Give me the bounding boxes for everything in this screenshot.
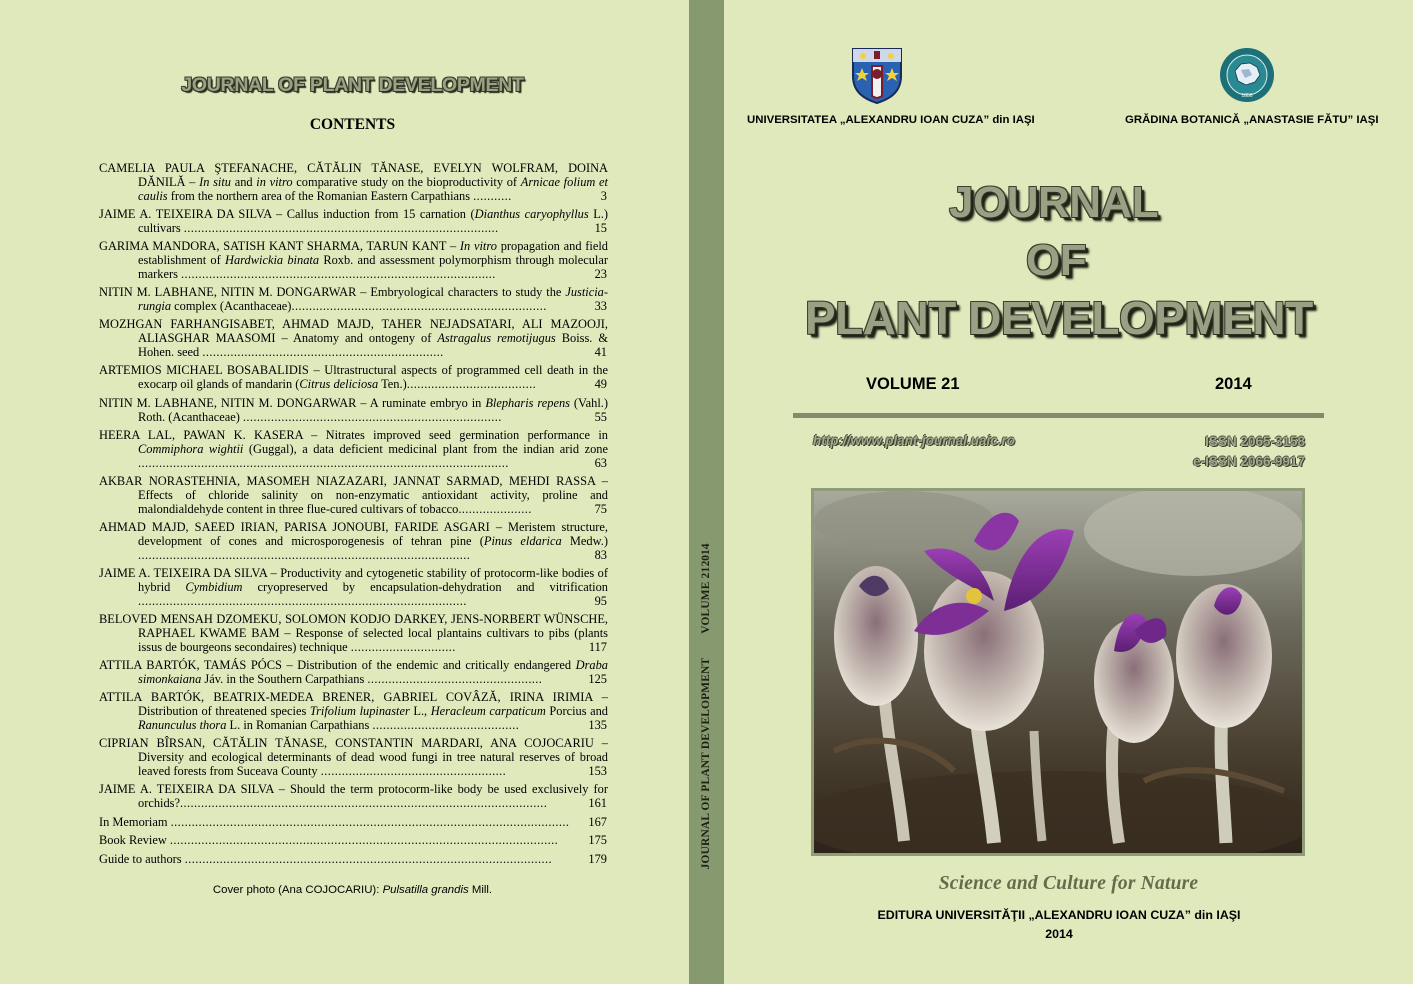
back-cover-journal-title: JOURNAL OF PLANT DEVELOPMENT [181, 74, 524, 96]
back-cover [0, 0, 689, 984]
toc-entry-page: 175 [588, 833, 607, 847]
publisher-year: 2014 [1045, 927, 1073, 941]
toc-entry-page: 33 [594, 299, 607, 314]
toc-entry [99, 285, 607, 313]
publisher-name: EDITURA UNIVERSITĂŢII „ALEXANDRU IOAN CUZA” din IAŞI [877, 908, 1241, 922]
pasque-flower-photo-image [814, 491, 1302, 853]
toc-entry-text: Guide to authors ......................................................................................................... [99, 851, 552, 866]
toc-entry-text: Book Review ............................................................................................................... [99, 833, 559, 847]
toc-entry [99, 396, 607, 424]
toc-entry-text: ATTILA BARTÓK, TAMÁS PÓCS – Distribution of the endemic and critically endangered Draba simonkaiana Jáv. in the Southern Carpathians .................................................. [99, 658, 608, 687]
cover-photo-suffix: Mill. [468, 884, 493, 896]
toc-entry-page: 117 [588, 640, 607, 655]
toc-entry [99, 317, 607, 359]
spine [689, 0, 724, 984]
toc-entry [99, 520, 607, 562]
toc-entry-page: 153 [588, 764, 607, 779]
toc-entry-text: GARIMA MANDORA, SATISH KANT SHARMA, TARUN KANT – In vitro propagation and field establishment of Hardwickia binata Roxb. and assessment polymorphism through molecular markers .......................................................................................... [99, 239, 608, 282]
toc-entry-text: JAIME A. TEIXEIRA DA SILVA – Should the term protocorm-like body be used exclusively for orchids?......................................................................................................... [99, 782, 608, 811]
volume-year: 2014 [1215, 375, 1252, 393]
e-issn: e-ISSN 2066-9917 [1193, 454, 1305, 469]
toc-entry [99, 612, 607, 654]
spine-volume: VOLUME 21 [700, 566, 712, 634]
toc-entry [99, 815, 607, 829]
toc-entry-text: JAIME A. TEIXEIRA DA SILVA – Callus induction from 15 carnation (Dianthus caryophyllus L.) cultivars .......................................................................................... [99, 207, 608, 236]
toc-entry [99, 833, 607, 847]
toc-entry-text: AKBAR NORASTEHNIA, MASOMEH NIAZAZARI, JANNAT SARMAD, MEHDI RASSA – Effects of chloride salinity on non-enzymatic antioxidant activity, proline and malondialdehyde content in three flue-cured cultivars of tobacco..................... [99, 473, 608, 516]
spine-year: 2014 [700, 543, 712, 567]
university-coat-of-arms-icon [850, 46, 904, 104]
journal-tagline: Science and Culture for Nature [938, 873, 1199, 894]
journal-url: http://www.plant-journal.uaic.ro [813, 433, 1015, 448]
toc-entry-text: ATTILA BARTÓK, BEATRIX-MEDEA BRENER, GABRIEL COVÂZĂ, IRINA IRIMIA – Distribution of threatened species Trifolium lupinaster L., Heracleum carpaticum Porcius and Ranunculus thora L. in Romanian Carpathians .......................................... [99, 690, 608, 733]
front-cover [724, 0, 1413, 984]
toc-entry-page: 167 [588, 814, 607, 829]
toc-entry [99, 207, 607, 235]
toc-entry [99, 161, 607, 203]
botanical-garden-seal-icon [1219, 47, 1275, 103]
divider-rule [793, 413, 1324, 418]
title-line-plant-development: PLANT DEVELOPMENT [805, 292, 1313, 344]
toc-entry [99, 690, 607, 732]
toc-entry-page: 83 [594, 547, 607, 562]
toc-entry-page: 23 [594, 267, 607, 282]
toc-entry [99, 782, 607, 810]
toc-entry-page: 49 [594, 377, 607, 392]
toc-entry-text: HEERA LAL, PAWAN K. KASERA – Nitrates improved seed germination performance in Commiphora wightii (Guggal), a data deficient medicinal plant from the indian arid zone .......................................................................................................... [99, 427, 608, 470]
toc-entry [99, 428, 607, 470]
toc-entry-page: 95 [594, 593, 607, 608]
toc-entry-page: 15 [594, 221, 607, 236]
toc-entry [99, 239, 607, 281]
toc-entry-text: NITIN M. LABHANE, NITIN M. DONGARWAR – Embryological characters to study the Justicia-rungia complex (Acanthaceae)......................................................................... [99, 285, 608, 314]
toc-entry-text: BELOVED MENSAH DZOMEKU, SOLOMON KODJO DARKEY, JENS-NORBERT WÜNSCHE, RAPHAEL KWAME BAM – Response of selected local plantains cultivars to pibs (plants issus de bourgeons secondaires) technique .............................. [99, 612, 608, 655]
toc-entry-page: 125 [588, 672, 607, 687]
spine-text [700, 543, 712, 870]
toc-entry-page: 63 [594, 455, 607, 470]
toc-entry-text: CAMELIA PAULA ŞTEFANACHE, CĂTĂLIN TĂNASE, EVELYN WOLFRAM, DOINA DĂNILĂ – In situ and in vitro comparative study on the bioproductivity of Arnicae folium et caulis from the northern area of the Romanian Eastern Carpathians ........... [99, 161, 608, 203]
toc-entry-page: 41 [594, 345, 607, 360]
toc-entry-page: 179 [588, 851, 607, 866]
toc-entry-text: JAIME A. TEIXEIRA DA SILVA – Productivity and cytogenetic stability of protocorm-like bodies of hybrid Cymbidium cryopreserved by encapsulation-dehydration and vitrification .............................................................................................. [99, 565, 608, 608]
university-label: UNIVERSITATEA „ALEXANDRU IOAN CUZA” din IAŞI [747, 114, 1035, 126]
title-line-journal: JOURNAL [949, 178, 1159, 227]
cover-photo [811, 488, 1305, 856]
toc-entry [99, 658, 607, 686]
toc-entry [99, 566, 607, 608]
volume-label: VOLUME 21 [866, 375, 960, 393]
toc-entry-page: 161 [588, 796, 607, 811]
toc-entry-text: AHMAD MAJD, SAEED IRIAN, PARISA JONOUBI, FARIDE ASGARI – Meristem structure, development of cones and microsporogenesis of tehran pine (Pinus eldarica Medw.) ............................................................................................... [99, 519, 608, 562]
toc-entry-page: 75 [594, 501, 607, 516]
issn: ISSN 2065-3158 [1205, 434, 1305, 449]
toc-entry-text: ARTEMIOS MICHAEL BOSABALIDIS – Ultrastructural aspects of programmed cell death in the exocarp oil glands of mandarin (Citrus deliciosa Ten.)..................................... [99, 363, 608, 392]
toc-entry-page: 3 [600, 189, 607, 203]
botanical-garden-label: GRĂDINA BOTANICĂ „ANASTASIE FĂTU” IAŞI [1125, 114, 1379, 126]
spine-title: JOURNAL OF PLANT DEVELOPMENT [700, 657, 712, 870]
table-of-contents [99, 161, 607, 870]
toc-entry [99, 852, 607, 866]
toc-entry-text: CIPRIAN BÎRSAN, CĂTĂLIN TĂNASE, CONSTANTIN MARDARI, ANA COJOCARIU – Diversity and ecological determinants of dead wood fungi in tree natural reserves of broad leaved forests from Suceava County ..................................................... [99, 736, 608, 779]
toc-entry-text: NITIN M. LABHANE, NITIN M. DONGARWAR – A ruminate embryo in Blepharis repens (Vahl.) Roth. (Acanthaceae) .......................................................................... [99, 395, 608, 424]
toc-entry-page: 135 [588, 718, 607, 733]
toc-entry-text: MOZHGAN FARHANGISABET, AHMAD MAJD, TAHER NEJADSATARI, ALI MAZOOJI, ALIASGHAR MAASOMI – Anatomy and ontogeny of Astragalus remotijugus Boiss. & Hohen. seed ..................................................................... [99, 317, 608, 360]
cover-photo-species: Pulsatilla grandis [382, 884, 469, 896]
toc-entry-page: 55 [594, 409, 607, 424]
contents-heading: CONTENTS [309, 116, 396, 133]
title-line-of: OF [1026, 236, 1087, 285]
cover-photo-credit [0, 884, 705, 896]
cover-photo-prefix: Cover photo (Ana COJOCARIU): [212, 884, 383, 896]
garden-logo-year: 1856 [1241, 93, 1253, 99]
toc-entry-text: In Memoriam .................................................................................................................. [99, 814, 570, 829]
toc-entry [99, 363, 607, 391]
toc-entry [99, 736, 607, 778]
toc-entry [99, 474, 607, 516]
